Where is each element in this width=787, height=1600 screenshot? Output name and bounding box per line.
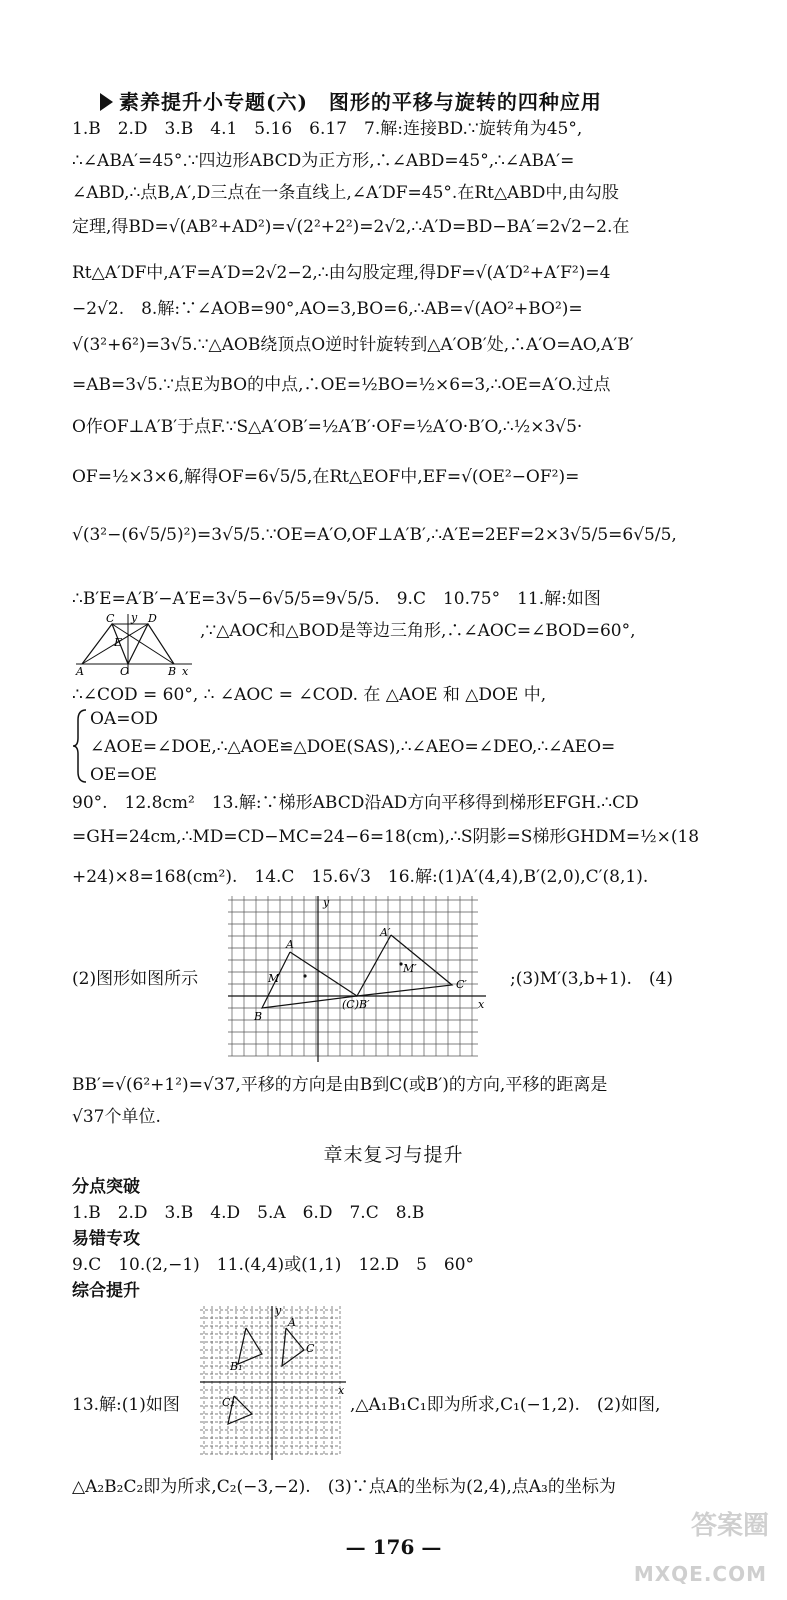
- label-x: x: [182, 665, 189, 677]
- text-line: 1.B 2.D 3.B 4.1 5.16 6.17 7.解:连接BD.∵旋转角为45°,: [72, 119, 583, 139]
- page-number: — 176 —: [345, 1535, 442, 1559]
- watermark-logo: 答案圈: [690, 1511, 769, 1541]
- label-m: M: [268, 972, 280, 985]
- text-line: OE=OE: [90, 765, 157, 785]
- label-x: x: [338, 1384, 345, 1397]
- text-line: +24)×8=168(cm²). 14.C 15.6√3 16.解:(1)A′(4,4),B′(2,0),C′(8,1).: [72, 867, 649, 887]
- text-line: OF=½×3×6,解得OF=6√5/5,在Rt△EOF中,EF=√(OE²−OF²)=: [72, 467, 580, 487]
- label-y: y: [131, 612, 138, 624]
- text-line: ∠AOE=∠DOE,∴△AOE≌△DOE(SAS),∴∠AEO=∠DEO,∴∠AEO=: [90, 737, 616, 757]
- grid-lines: [200, 1306, 340, 1456]
- text-line: =GH=24cm,∴MD=CD−MC=24−6=18(cm),∴S阴影=S梯形GHDM=½×(18: [72, 827, 700, 847]
- label-a-prime: A′: [380, 926, 391, 939]
- label-e: E: [114, 636, 123, 649]
- label-c2: C₂: [222, 1396, 235, 1409]
- brace-icon: [72, 708, 88, 784]
- text-line: ;(3)M′(3,b+1). (4): [510, 969, 673, 989]
- section-title: 素养提升小专题(六) 图形的平移与旋转的四种应用: [100, 86, 602, 115]
- label-a: A: [288, 1316, 296, 1329]
- triangle-a1b1c1: [238, 1328, 262, 1364]
- text-line: OA=OD: [90, 709, 159, 729]
- text-line: √(3²−(6√5/5)²)=3√5/5.∵OE=A′O,OF⊥A′B′,∴A′E=2EF=2×3√5/5=6√5/5,: [72, 525, 677, 545]
- label-b: B: [168, 665, 177, 677]
- text-line: 定理,得BD=√(AB²+AD²)=√(2²+2²)=2√2,∴A′D=BD−BA′=2√2−2.在: [72, 217, 630, 237]
- label-c-prime: C′: [456, 978, 467, 991]
- text-line: ∴B′E=A′B′−A′E=3√5−6√5/5=9√5/5. 9.C 10.75° 11.解:如图: [72, 589, 601, 609]
- figure-q11: [72, 612, 202, 677]
- text-line: 90°. 12.8cm² 13.解:∵梯形ABCD沿AD方向平移得到梯形EFGH.∴CD: [72, 793, 639, 813]
- label-b1: B₁: [230, 1360, 243, 1373]
- text-line: (2)图形如图所示: [72, 969, 199, 989]
- label-b: B: [254, 1010, 263, 1023]
- label-a: A: [286, 938, 294, 951]
- text-line: ∠ABD,∴点B,A′,D三点在一条直线上,∠A′DF=45°.在Rt△ABD中,由勾股: [72, 183, 619, 203]
- text-line: 1.B 2.D 3.B 4.D 5.A 6.D 7.C 8.B: [72, 1203, 425, 1223]
- text-line: ∴∠COD = 60°, ∴ ∠AOC = ∠COD. 在 △AOE 和 △DOE 中,: [72, 685, 547, 705]
- label-c-b-prime: (C)B′: [342, 998, 370, 1011]
- text-line: √(3²+6²)=3√5.∵△AOB绕顶点O逆时针旋转到△A′OB′处,∴A′O=AO,A′B′: [72, 335, 634, 355]
- text-line: △A₂B₂C₂即为所求,C₂(−3,−2). (3)∵点A的坐标为(2,4),点A₃的坐标为: [72, 1477, 616, 1497]
- label-a: A: [76, 665, 84, 677]
- label-y: y: [323, 896, 330, 909]
- text-line: ∴∠ABA′=45°.∵四边形ABCD为正方形,∴∠ABD=45°,∴∠ABA′=: [72, 151, 575, 171]
- text-line: ,△A₁B₁C₁即为所求,C₁(−1,2). (2)如图,: [350, 1395, 661, 1415]
- text-line: ,∵△AOC和△BOD是等边三角形,∴∠AOC=∠BOD=60°,: [200, 621, 636, 641]
- text-line: BB′=√(6²+1²)=√37,平移的方向是由B到C(或B′)的方向,平移的距离是: [72, 1075, 608, 1095]
- figure-q16-grid: [228, 896, 490, 1062]
- text-line: √37个单位.: [72, 1107, 161, 1127]
- label-m-prime: M′: [403, 962, 417, 975]
- label-x: x: [478, 998, 485, 1011]
- label-d: D: [148, 612, 157, 625]
- watermark-url: MXQE.COM: [633, 1562, 767, 1586]
- triangle-bullet-icon: [100, 93, 113, 111]
- text-line: 13.解:(1)如图: [72, 1395, 180, 1415]
- label-c: C: [306, 1342, 315, 1355]
- text-line: =AB=3√5.∵点E为BO的中点,∴OE=½BO=½×6=3,∴OE=A′O.过点: [72, 375, 611, 395]
- point-m: [303, 974, 306, 977]
- subsection-heading: 综合提升: [72, 1281, 140, 1301]
- text-line: −2√2. 8.解:∵∠AOB=90°,AO=3,BO=6,∴AB=√(AO²+BO²)=: [72, 299, 583, 319]
- label-c: C: [106, 612, 115, 625]
- label-y: y: [275, 1306, 282, 1317]
- figure-q13-grid: [200, 1306, 350, 1460]
- text-line: O作OF⊥A′B′于点F.∵S△A′OB′=½A′B′·OF=½A′O·B′O,∴½×3√5·: [72, 417, 583, 437]
- subsection-heading: 分点突破: [72, 1177, 140, 1197]
- text-line: 9.C 10.(2,−1) 11.(4,4)或(1,1) 12.D 5 60°: [72, 1255, 475, 1275]
- text-line: Rt△A′DF中,A′F=A′D=2√2−2,∴由勾股定理,得DF=√(A′D²+A′F²)=4: [72, 263, 611, 283]
- label-o: O: [120, 665, 130, 677]
- subsection-heading: 易错专攻: [72, 1229, 140, 1249]
- chapter-title: 章末复习与提升: [323, 1144, 464, 1166]
